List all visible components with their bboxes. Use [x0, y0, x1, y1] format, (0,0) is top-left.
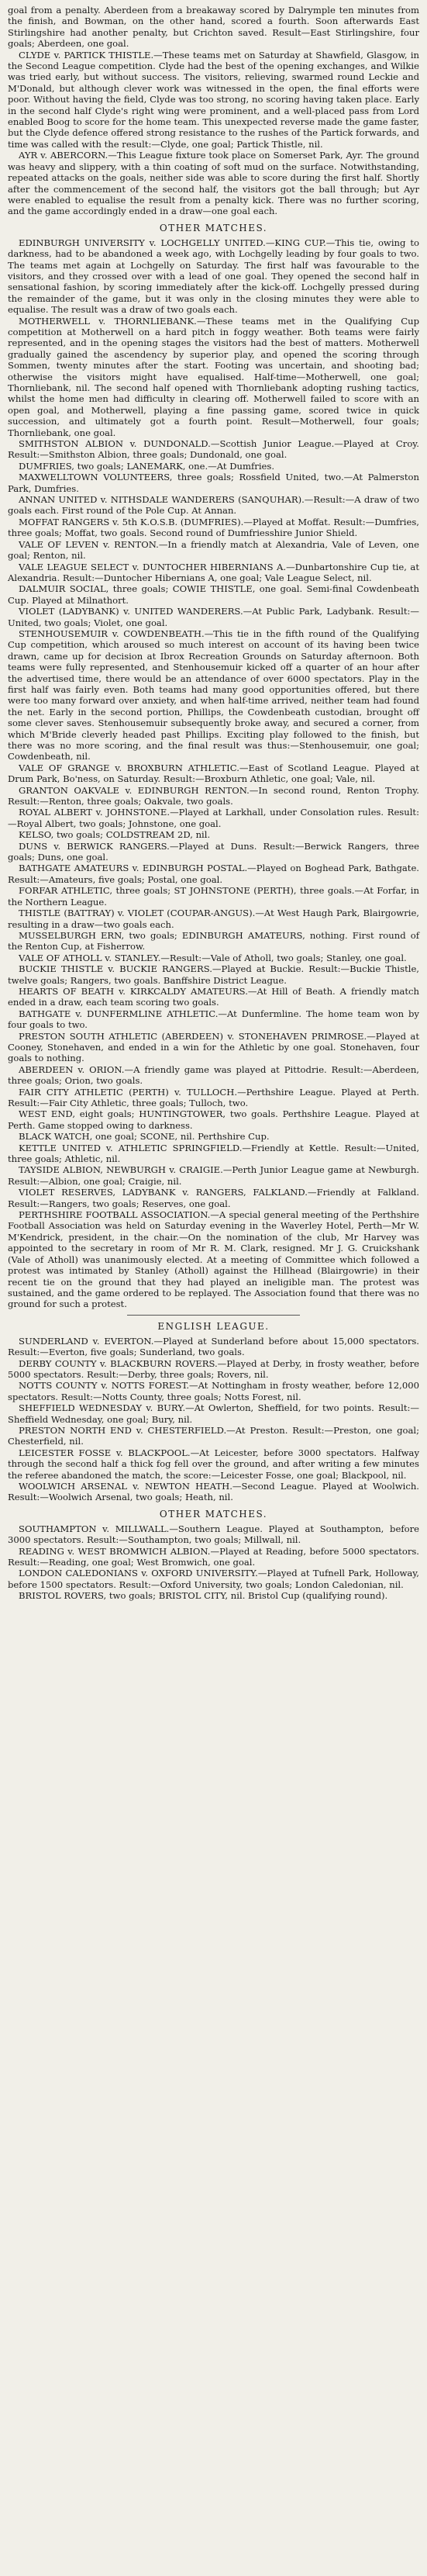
match-report-paragraph: FAIR CITY ATHLETIC (PERTH) v. TULLOCH.—Perthshire League. Played at Perth. Result:—Fair City Athletic, three goals; Tulloch, two. [8, 1086, 419, 1108]
match-report-paragraph: ABERDEEN v. ORION.—A friendly game was played at Pittodrie. Result:—Aberdeen, three goals; Orion, two goals. [8, 1063, 419, 1087]
match-report-paragraph: READING v. WEST BROMWICH ALBION.—Played at Reading, before 5000 spectators. Result:—Reading, one goal; West Bromwich, one goal. [8, 1545, 419, 1568]
match-report-paragraph: THISTLE (BATTRAY) v. VIOLET (COUPAR-ANGUS).—At West Haugh Park, Blairgowrie, resulting in a draw—two goals each. [8, 908, 419, 930]
match-report-paragraph: VALE LEAGUE SELECT v. DUNTOCHER HIBERNIANS A.—Dunbartonshire Cup tie, at Alexandria. Result:—Duntocher Hibernians A, one goal; Vale League Select, nil. [8, 561, 419, 583]
match-report-paragraph: PRESTON SOUTH ATHLETIC (ABERDEEN) v. STONEHAVEN PRIMROSE.—Played at Cooney, Stonehaven, and ended in a win for the Athletic by one goal. Stonehaven, four goals to nothing. [8, 1030, 419, 1064]
match-report-paragraph: SUNDERLAND v. EVERTON.—Played at Sunderland before about 15,000 spectators. Result:—Everton, five goals; Sunderland, two goals. [8, 1335, 419, 1358]
match-report-paragraph: MAXWELLTOWN VOLUNTEERS, three goals; Rossfield United, two.—At Palmerston Park, Dumfries. [8, 472, 419, 494]
match-report-paragraph: VALE OF GRANGE v. BROXBURN ATHLETIC.—East of Scotland League. Played at Drum Park, Bo'ness, on Saturday. Result:—Broxburn Athletic, one goal; Vale, nil. [8, 762, 419, 785]
section-heading: OTHER MATCHES. [159, 222, 268, 233]
match-report-paragraph: LONDON CALEDONIANS v. OXFORD UNIVERSITY.—Played at Tufnell Park, Holloway, before 1500 spectators. Result:—Oxford University, two goals; London Caledonian, nil. [8, 1568, 419, 1590]
match-report-paragraph: GRANTON OAKVALE v. EDINBURGH RENTON.—In second round, Renton Trophy. Result:—Renton, three goals; Oakvale, two goals. [8, 784, 419, 807]
match-report-paragraph: BATHGATE AMATEURS v. EDINBURGH POSTAL.—Played on Boghead Park, Bathgate. Result:—Amateurs, five goals; Postal, one goal. [8, 863, 419, 885]
match-report-paragraph: DUNS v. BERWICK RANGERS.—Played at Duns. Result:—Berwick Rangers, three goals; Duns, one goal. [8, 840, 419, 863]
match-report-paragraph: NOTTS COUNTY v. NOTTS FOREST.—At Nottingham in frosty weather, before 12,000 spectators. Result:—Notts County, three goals; Notts Forest, nil. [8, 1380, 419, 1402]
match-report-paragraph: VALE OF LEVEN v. RENTON.—In a friendly match at Alexandria, Vale of Leven, one goal; Renton, nil. [8, 538, 419, 562]
section-heading: OTHER MATCHES. [159, 1508, 268, 1520]
match-report-paragraph: ANNAN UNITED v. NITHSDALE WANDERERS (SANQUHAR).—Result:—A draw of two goals each. First round of the Pole Cup. At Annan. [8, 494, 419, 517]
match-report-paragraph: VIOLET (LADYBANK) v. UNITED WANDERERS.—At Public Park, Ladybank. Result:—United, two goals; Violet, one goal. [8, 606, 419, 628]
match-report-paragraph: MOTHERWELL v. THORNLIEBANK.—These teams met in the Qualifying Cup competition at Motherwell on a hard pitch in foggy weather. Both teams were fairly represented, and in the opening stages the visitors had the best of matters. Motherwell gradually gained the ascendency by superior play, and opened the scoring through Sommen, twenty minutes after the start. Footing was uncertain, and shooting bad; otherwise the visitors might have equalised. Half-time—Motherwell, one goal; Thornliebank, nil. The second half opened with Thornliebank adopting rushing tactics, whilst the home men had difficulty in clearing off. Motherwell failed to score with an open goal, and Motherwell, playing a fine passing game, scored twice in quick succession, and ultimately got a fourth point. Result—Motherwell, four goals; Thornliebank, one goal. [8, 315, 419, 438]
match-report-paragraph: AYR v. ABERCORN.—This League fixture took place on Somerset Park, Ayr. The ground was heavy and slippery, with a thin coating of soft mud on the surface. Notwithstanding, repeated attacks on the goals, neither side was able to score during the first half. Shortly after the commencement of the second half, the visitors got the ball through; but Ayr were enabled to equalise the result from a penalty kick. There was no further scoring, and the game accordingly ended in a draw—one goal each. [8, 150, 419, 217]
match-report-paragraph: PRESTON NORTH END v. CHESTERFIELD.—At Preston. Result:—Preston, one goal; Chesterfield, nil. [8, 1424, 419, 1447]
match-report-paragraph: TAYSIDE ALBION, NEWBURGH v. CRAIGIE.—Perth Junior League game at Newburgh. Result:—Albion, one goal; Craigie, nil. [8, 1164, 419, 1187]
match-report-paragraph: KELSO, two goals; COLDSTREAM 2D, nil. [19, 829, 211, 841]
match-report-paragraph: SMITHSTON ALBION v. DUNDONALD.—Scottish Junior League.—Played at Croy. Result:—Smithston Albion, three goals; Dundonald, one goal. [8, 438, 419, 461]
match-report-paragraph: BUCKIE THISTLE v. BUCKIE RANGERS.—Played at Buckie. Result:—Buckie Thistle, twelve goals; Rangers, two goals. Banffshire District League. [8, 963, 419, 986]
match-report-paragraph: BLACK WATCH, one goal; SCONE, nil. Perthshire Cup. [19, 1131, 270, 1143]
match-report-paragraph: BATHGATE v. DUNFERMLINE ATHLETIC.—At Dunfermline. The home team won by four goals to two. [8, 1008, 419, 1031]
match-report-paragraph: STENHOUSEMUIR v. COWDENBEATH.—This tie in the fifth round of the Qualifying Cup competition, which aroused so much interest on account of its having been twice drawn, came up for decision at Ibrox Recreation Grounds on Saturday afternoon. Both teams were fully represented, and Stenhousemuir kicked off a quarter of an hour after the advertised time, there would be an attendance of over 6000 spectators. Play in the first half was fairly even. Both teams had many good opportunities offered, but there were too many forward over anxiety, and when half-time arrived, neither team had found the net. Early in the second portion, Phillips, the Cowdenbeath custodian, brought off some clever saves. Stenhousemuir subsequently broke away, and secured a corner, from which M'Bride cleverly headed past Phillips. Exciting play followed to the finish, but there was no more scoring, and the final result was thus:—Stenhousemuir, one goal; Cowdenbeath, nil. [8, 628, 419, 762]
match-report-paragraph: ROYAL ALBERT v. JOHNSTONE.—Played at Larkhall, under Consolation rules. Result:—Royal Albert, two goals; Johnstone, one goal. [8, 807, 419, 829]
match-report-paragraph: DERBY COUNTY v. BLACKBURN ROVERS.—Played at Derby, in frosty weather, before 5000 spectators. Result:—Derby, three goals; Rovers, nil. [8, 1357, 419, 1380]
match-report-paragraph: MOFFAT RANGERS v. 5th K.O.S.B. (DUMFRIES).—Played at Moffat. Result:—Dumfries, three goals; Moffat, two goals. Second round of Dumfriesshire Junior Shield. [8, 516, 419, 539]
match-report-paragraph: LEICESTER FOSSE v. BLACKPOOL.—At Leicester, before 3000 spectators. Halfway through the second half a thick fog fell over the ground, and after writing a few minutes the referee abandoned the match, the score:—Leicester Fosse, one goal; Blackpool, nil. [8, 1447, 419, 1481]
match-report-paragraph: WOOLWICH ARSENAL v. NEWTON HEATH.—Second League. Played at Woolwich. Result:—Woolwich Arsenal, two goals; Heath, nil. [8, 1481, 419, 1503]
match-report-paragraph: CLYDE v. PARTICK THISTLE.—These teams met on Saturday at Shawfield, Glasgow, in the Second League competition. Clyde had the best of the opening exchanges, and Wilkie was tried early, but without success. The visitors, relieving, swarmed round Leckie and M'Donald, but although clever work was witnessed in the open, the final efforts were poor. Without having the field, Clyde was too strong, no scoring having taken place. Early in the second half Clyde's right wing were prominent, and a well-placed pass from Lord enabled Boog to score for the home team. This unexpected reverse made the game faster, but the Clyde defence offered strong resistance to the rushes of the Partick forwards, and time was called with the result:—Clyde, one goal; Partick Thistle, nil. [8, 49, 419, 150]
match-report-paragraph: VIOLET RESERVES, LADYBANK v. RANGERS, FALKLAND.—Friendly at Falkland. Result:—Rangers, two goals; Reserves, one goal. [8, 1187, 419, 1209]
match-report-paragraph: WEST END, eight goals; HUNTINGTOWER, two goals. Perthshire League. Played at Perth. Game stopped owing to darkness. [8, 1108, 419, 1131]
section-divider [127, 1315, 300, 1316]
match-report-paragraph: PERTHSHIRE FOOTBALL ASSOCIATION.—A special general meeting of the Perthshire Football Association was held on Saturday evening in the Waverley Hotel, Perth—Mr W. M'Kendrick, president, in the chair.—On the nomination of the club, Mr Harvey was appointed to the secretary in room of Mr R. M. Clark, resigned. Mr J. G. Cruickshank (Vale of Atholl) was unanimously elected. At a meeting of Committee which followed a protest was intimated by Stanley (Atholl) against the Hillhead (Blairgowrie) in their recent tie on the ground that they had played an ineligible man. The protest was sustained, and the game ordered to be replayed. The Association found that there was no ground for such a protest. [8, 1209, 419, 1310]
match-report-paragraph: SHEFFIELD WEDNESDAY v. BURY.—At Owlerton, Sheffield, for two points. Result:—Sheffield Wednesday, one goal; Bury, nil. [8, 1402, 419, 1425]
match-report-paragraph: goal from a penalty. Aberdeen from a breakaway scored by Dalrymple ten minutes from the finish, and Bowman, on the other hand, scored a fourth. Soon afterwards East Stirlingshire had another penalty, but Crichton saved. Result—East Stirlingshire, four goals; Aberdeen, one goal. [8, 5, 419, 50]
match-report-paragraph: DALMUIR SOCIAL, three goals; COWIE THISTLE, one goal. Semi-final Cowdenbeath Cup. Played at Milnathort. [8, 583, 419, 606]
match-report-paragraph: FORFAR ATHLETIC, three goals; ST JOHNSTONE (PERTH), three goals.—At Forfar, in the Northern League. [8, 885, 419, 908]
section-heading: ENGLISH LEAGUE. [157, 1320, 270, 1332]
match-report-paragraph: VALE OF ATHOLL v. STANLEY.—Result:—Vale of Atholl, two goals; Stanley, one goal. [19, 952, 407, 963]
match-report-paragraph: EDINBURGH UNIVERSITY v. LOCHGELLY UNITED.—KING CUP.—This tie, owing to darkness, had to be abandoned a week ago, with Lochgelly leading by four goals to two. The teams met again at Lochgelly on Saturday. The first half was favourable to the visitors, and they crossed over with a lead of one goal. They opened the second half in sensational fashion, by scoring immediately after the kick-off. Lochgelly pressed during the remainder of the game, but it was only in the closing minutes they were able to equalise. The result was a draw of two goals each. [8, 237, 419, 316]
match-report-paragraph: DUMFRIES, two goals; LANEMARK, one.—At Dumfries. [19, 460, 275, 472]
match-report-paragraph: KETTLE UNITED v. ATHLETIC SPRINGFIELD.—Friendly at Kettle. Result:—United, three goals; Athletic, nil. [8, 1142, 419, 1165]
match-report-paragraph: SOUTHAMPTON v. MILLWALL.—Southern League. Played at Southampton, before 3000 spectators. Result:—Southampton, two goals; Millwall, nil. [8, 1523, 419, 1546]
match-report-paragraph: HEARTS OF BEATH v. KIRKCALDY AMATEURS.—At Hill of Beath. A friendly match ended in a draw, each team scoring two goals. [8, 985, 419, 1008]
match-report-paragraph: BRISTOL ROVERS, two goals; BRISTOL CITY, nil. Bristol Cup (qualifying round). [19, 1590, 388, 1602]
match-report-paragraph: MUSSELBURGH ERN, two goals; EDINBURGH AMATEURS, nothing. First round of the Renton Cup, at Fisherrow. [8, 929, 419, 953]
